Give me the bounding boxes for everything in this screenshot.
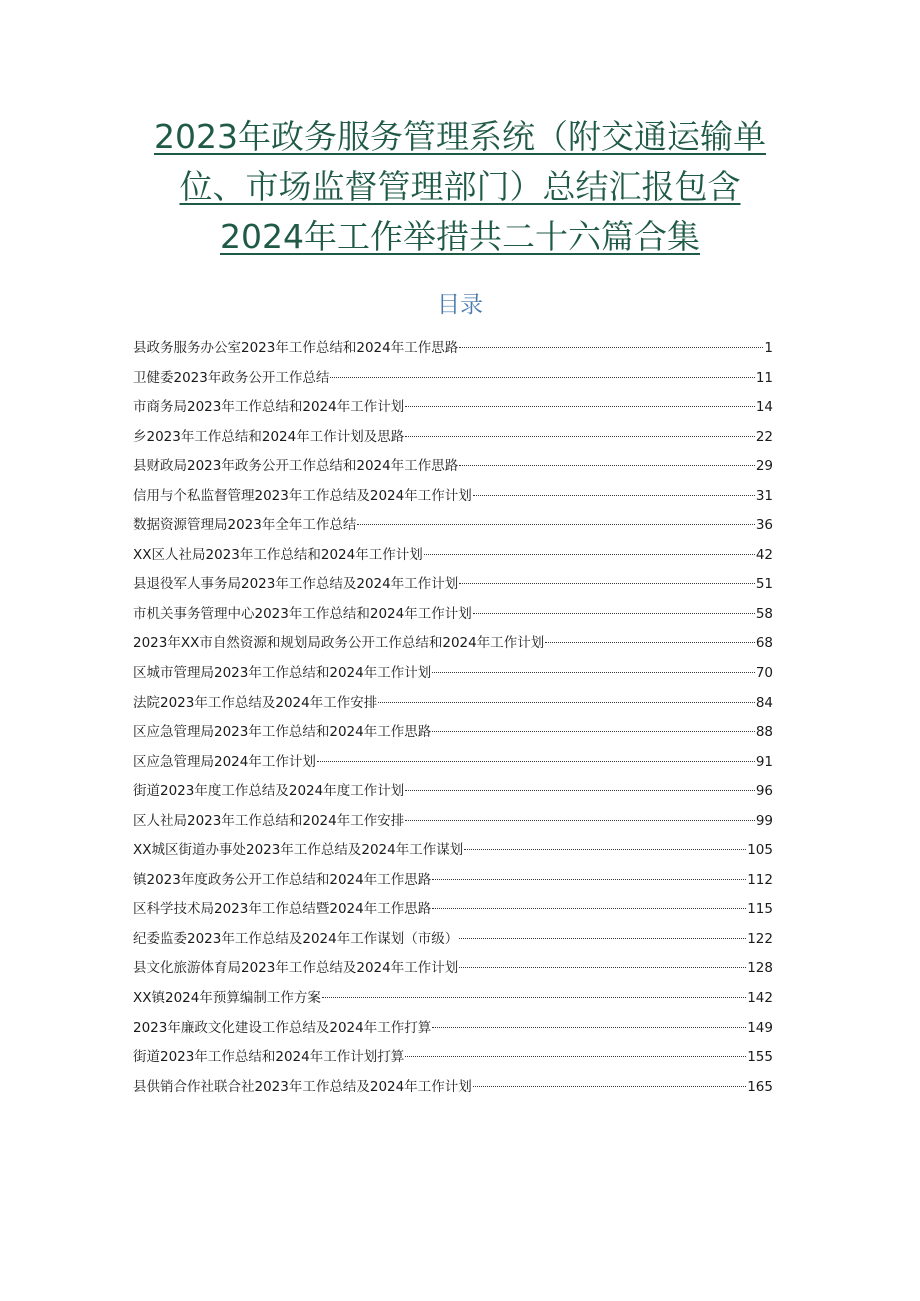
toc-dot-leader bbox=[432, 731, 755, 732]
toc-entry-page: 155 bbox=[747, 1049, 773, 1066]
toc-entry-page: 58 bbox=[755, 605, 773, 622]
toc-entry-page: 31 bbox=[755, 487, 773, 504]
toc-dot-leader bbox=[473, 1086, 747, 1087]
toc-entry-title: 信用与个私监督管理2023年工作总结及2024年工作计划 bbox=[133, 487, 472, 504]
document-title bbox=[100, 112, 820, 262]
toc-entry[interactable] bbox=[133, 452, 773, 482]
title-line-1: 2023年政务服务管理系统（附交通运输单 bbox=[154, 117, 766, 156]
toc-entry-page: 11 bbox=[755, 369, 773, 386]
toc-entry-page: 84 bbox=[755, 694, 773, 711]
toc-entry-page: 29 bbox=[755, 458, 773, 475]
toc-entry[interactable] bbox=[133, 1073, 773, 1103]
toc-entry-page: 96 bbox=[755, 783, 773, 800]
toc-dot-leader bbox=[459, 967, 746, 968]
toc-entry[interactable] bbox=[133, 629, 773, 659]
toc-dot-leader bbox=[405, 790, 755, 791]
toc-entry-page: 22 bbox=[755, 428, 773, 445]
toc-entry[interactable] bbox=[133, 511, 773, 541]
toc-entry-page: 51 bbox=[755, 576, 773, 593]
toc-entry-title: 县退役军人事务局2023年工作总结及2024年工作计划 bbox=[133, 576, 459, 593]
toc-entry-title: 区城市管理局2023年工作总结和2024年工作计划 bbox=[133, 665, 432, 682]
toc-entry-title: 纪委监委2023年工作总结及2024年工作谋划（市级） bbox=[133, 930, 459, 947]
toc-dot-leader bbox=[432, 908, 746, 909]
toc-dot-leader bbox=[432, 1027, 746, 1028]
toc-dot-leader bbox=[545, 642, 755, 643]
title-line-3: 2024年工作举措共二十六篇合集 bbox=[220, 217, 700, 256]
toc-entry-title: 2023年廉政文化建设工作总结及2024年工作打算 bbox=[133, 1019, 432, 1036]
toc-entry-title: 数据资源管理局2023年全年工作总结 bbox=[133, 517, 357, 534]
toc-entry-page: 88 bbox=[755, 724, 773, 741]
toc-entry[interactable] bbox=[133, 984, 773, 1014]
toc-entry[interactable] bbox=[133, 570, 773, 600]
toc-entry-page: 142 bbox=[747, 990, 773, 1007]
toc-entry-title: 县供销合作社联合社2023年工作总结及2024年工作计划 bbox=[133, 1078, 472, 1095]
toc-entry[interactable] bbox=[133, 748, 773, 778]
toc-entry-title: 街道2023年工作总结和2024年工作计划打算 bbox=[133, 1049, 405, 1066]
toc-entry[interactable] bbox=[133, 1043, 773, 1073]
toc-entry-title: 区科学技术局2023年工作总结暨2024年工作思路 bbox=[133, 901, 432, 918]
title-line-2: 位、市场监督管理部门）总结汇报包含 bbox=[179, 167, 741, 206]
toc-entry[interactable] bbox=[133, 718, 773, 748]
toc-entry[interactable] bbox=[133, 925, 773, 955]
toc-entry-page: 99 bbox=[755, 812, 773, 829]
toc-entry[interactable] bbox=[133, 334, 773, 364]
toc-dot-leader bbox=[473, 495, 755, 496]
toc-dot-leader bbox=[459, 583, 755, 584]
toc-entry-title: XX镇2024年预算编制工作方案 bbox=[133, 990, 321, 1007]
toc-entry-page: 149 bbox=[747, 1019, 773, 1036]
toc-entry-title: 卫健委2023年政务公开工作总结 bbox=[133, 369, 330, 386]
toc-entry[interactable] bbox=[133, 482, 773, 512]
toc-entry-page: 1 bbox=[764, 340, 773, 356]
toc-entry-title: 市商务局2023年工作总结和2024年工作计划 bbox=[133, 399, 405, 416]
toc-dot-leader bbox=[473, 613, 755, 614]
toc-entry-page: 91 bbox=[755, 753, 773, 770]
toc-dot-leader bbox=[357, 524, 754, 525]
toc-dot-leader bbox=[459, 938, 746, 939]
toc-entry-title: 镇2023年度政务公开工作总结和2024年工作思路 bbox=[133, 871, 432, 888]
toc-dot-leader bbox=[322, 997, 746, 998]
toc-entry-page: 14 bbox=[755, 399, 773, 416]
toc-entry[interactable] bbox=[133, 393, 773, 423]
toc-entry[interactable] bbox=[133, 866, 773, 896]
toc-entry-title: 区应急管理局2024年工作计划 bbox=[133, 753, 316, 770]
toc-dot-leader bbox=[405, 406, 755, 407]
toc-entry-page: 122 bbox=[747, 930, 773, 947]
toc-entry-page: 105 bbox=[747, 842, 773, 859]
toc-entry-title: 县政务服务办公室2023年工作总结和2024年工作思路 bbox=[133, 340, 459, 356]
toc-entry-title: 县文化旅游体育局2023年工作总结及2024年工作计划 bbox=[133, 960, 459, 977]
toc-entry-page: 68 bbox=[755, 635, 773, 652]
toc-entry-title: 县财政局2023年政务公开工作总结和2024年工作思路 bbox=[133, 458, 459, 475]
toc-dot-leader bbox=[464, 849, 746, 850]
toc-entry[interactable] bbox=[133, 423, 773, 453]
toc-entry-title: XX区人社局2023年工作总结和2024年工作计划 bbox=[133, 546, 423, 563]
toc-entry[interactable] bbox=[133, 1014, 773, 1044]
toc-entry-page: 115 bbox=[747, 901, 773, 918]
toc-entry-page: 165 bbox=[747, 1078, 773, 1095]
toc-entry-title: 区应急管理局2023年工作总结和2024年工作思路 bbox=[133, 724, 432, 741]
toc-heading: 目录 bbox=[437, 292, 483, 318]
toc-entry[interactable] bbox=[133, 600, 773, 630]
toc-entry-title: 区人社局2023年工作总结和2024年工作安排 bbox=[133, 812, 405, 829]
toc-entry-title: 2023年XX市自然资源和规划局政务公开工作总结和2024年工作计划 bbox=[133, 635, 545, 652]
toc-entry-page: 36 bbox=[755, 517, 773, 534]
toc-dot-leader bbox=[459, 347, 763, 348]
table-of-contents bbox=[133, 334, 773, 1102]
toc-entry[interactable] bbox=[133, 836, 773, 866]
toc-dot-leader bbox=[330, 377, 754, 378]
toc-dot-leader bbox=[405, 820, 755, 821]
toc-dot-leader bbox=[405, 436, 755, 437]
toc-entry-title: 法院2023年工作总结及2024年工作安排 bbox=[133, 694, 378, 711]
toc-dot-leader bbox=[459, 465, 755, 466]
toc-entry-title: XX城区街道办事处2023年工作总结及2024年工作谋划 bbox=[133, 842, 464, 859]
toc-entry-title: 乡2023年工作总结和2024年工作计划及思路 bbox=[133, 428, 405, 445]
toc-dot-leader bbox=[378, 702, 755, 703]
toc-entry-page: 128 bbox=[747, 960, 773, 977]
toc-dot-leader bbox=[405, 1056, 746, 1057]
toc-entry[interactable] bbox=[133, 807, 773, 837]
toc-entry-title: 市机关事务管理中心2023年工作总结和2024年工作计划 bbox=[133, 605, 472, 622]
toc-entry[interactable] bbox=[133, 777, 773, 807]
toc-entry[interactable] bbox=[133, 954, 773, 984]
toc-dot-leader bbox=[317, 761, 755, 762]
toc-entry-page: 42 bbox=[755, 546, 773, 563]
toc-entry[interactable] bbox=[133, 659, 773, 689]
toc-dot-leader bbox=[432, 672, 755, 673]
toc-entry[interactable] bbox=[133, 541, 773, 571]
toc-entry-page: 112 bbox=[747, 871, 773, 888]
toc-dot-leader bbox=[424, 554, 755, 555]
toc-entry[interactable] bbox=[133, 895, 773, 925]
toc-entry[interactable] bbox=[133, 364, 773, 394]
toc-entry[interactable] bbox=[133, 689, 773, 719]
toc-entry-title: 街道2023年度工作总结及2024年度工作计划 bbox=[133, 783, 405, 800]
toc-dot-leader bbox=[432, 879, 746, 880]
toc-entry-page: 70 bbox=[755, 665, 773, 682]
